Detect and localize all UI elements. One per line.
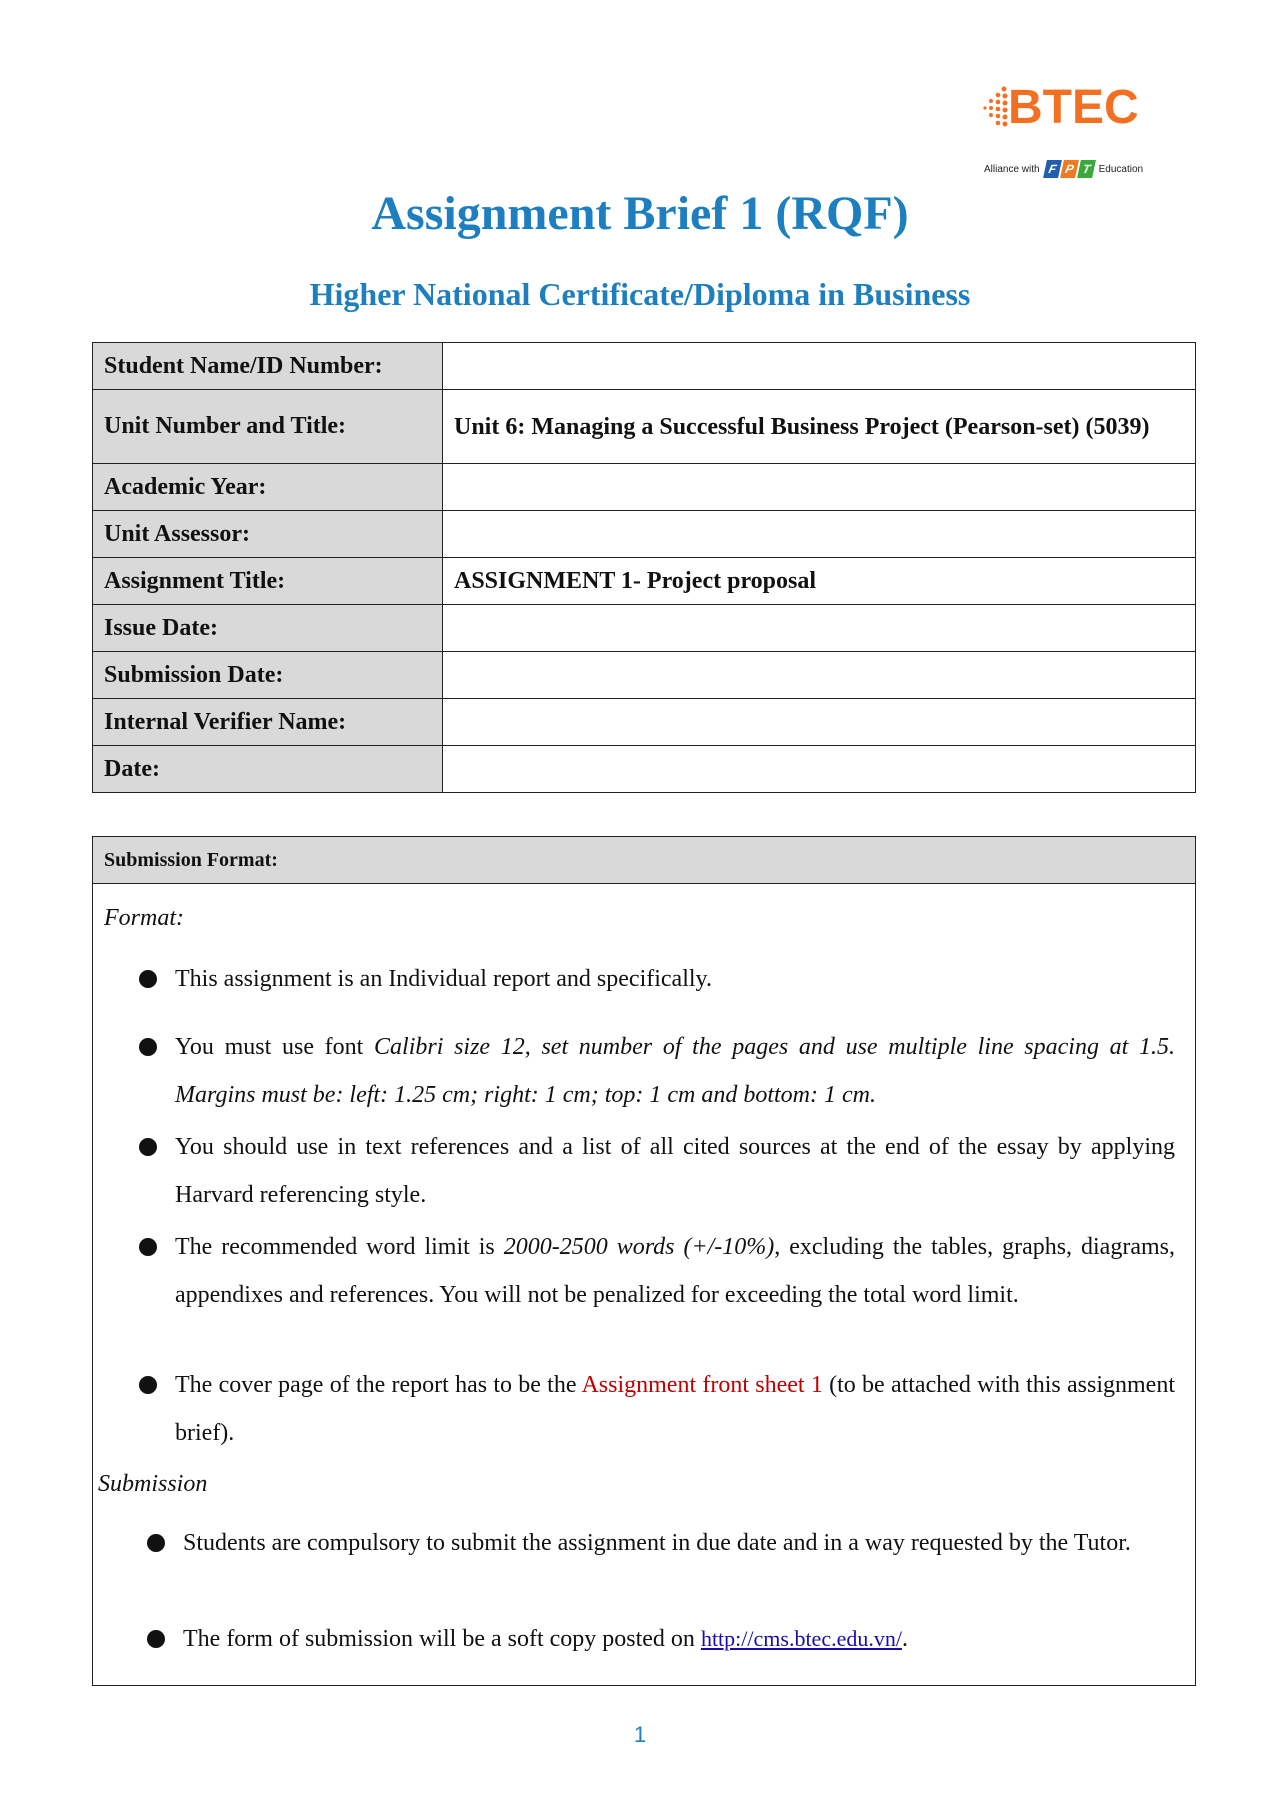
front-sheet-reference: Assignment front sheet 1 [581,1372,823,1398]
dot-pattern-icon [978,86,1012,130]
info-label: Student Name/ID Number: [93,343,443,390]
info-row [93,390,1196,464]
bullet-icon [147,1630,165,1648]
logo-education-text: Education [1098,163,1144,175]
fpt-letter-t: T [1077,160,1096,178]
submission-label: Submission [98,1471,208,1497]
info-value [443,652,1196,699]
logo-alliance-text: Alliance with [984,163,1040,175]
bullet-4-text-end: , excluding the tables, graphs, diagrams, appendixes and references. You will not be penalized for exceeding the total word limit. [175,1234,1175,1308]
format-label: Format: [104,905,184,931]
bullet-4-italic: 2000-2500 words (+/-10%) [503,1234,775,1260]
info-row [93,558,1196,605]
submission-format-box [92,836,1196,1686]
bullet-icon [139,1138,157,1156]
info-value [443,746,1196,793]
fpt-letter-p: P [1060,160,1079,178]
info-row [93,464,1196,511]
document-title: Assignment Brief 1 (RQF) [371,187,909,240]
cms-link[interactable]: http://cms.btec.edu.vn/ [700,1626,902,1651]
submission-bullet-2-text: The form of submission will be a soft copy posted on [183,1626,701,1652]
fpt-logo [1045,160,1094,178]
submission-bullet-2-end: . [901,1626,908,1652]
submission-bullet-1: Students are compulsory to submit the assignment in due date and in a way requested by the Tutor. [183,1530,1131,1556]
btec-logo [978,80,1148,180]
bullet-icon [139,1038,157,1056]
fpt-letter-f: F [1043,160,1062,178]
info-value [443,511,1196,558]
info-row [93,699,1196,746]
info-row [93,652,1196,699]
logo-brand: BTEC [1008,81,1139,134]
bullet-icon [139,1238,157,1256]
submission-format-header: Submission Format: [93,837,1195,884]
logo-alliance-line [984,160,1143,178]
format-bullet-5 [175,1361,1175,1457]
format-bullet-2 [175,1023,1175,1119]
assignment-info-table [92,342,1196,793]
info-label: Unit Number and Title: [93,390,443,464]
document-subtitle: Higher National Certificate/Diploma in Business [309,276,971,312]
info-value: ASSIGNMENT 1- Project proposal [443,558,1196,605]
bullet-2-italic: Calibri size 12, set number of the pages and use multiple line spacing at 1.5. Margins must be: left: 1.25 cm; right: 1 cm; top: 1 cm and bottom: 1 cm. [175,1034,1175,1108]
bullet-5-text: The cover page of the report has to be the [175,1372,582,1398]
info-value [443,464,1196,511]
info-value [443,699,1196,746]
info-label: Issue Date: [93,605,443,652]
bullet-icon [139,1376,157,1394]
info-value [443,605,1196,652]
info-value [443,343,1196,390]
info-label: Unit Assessor: [93,511,443,558]
bullet-icon [147,1534,165,1552]
bullet-icon [139,970,157,988]
bullet-4-text: The recommended word limit is [175,1234,504,1260]
info-label: Internal Verifier Name: [93,699,443,746]
bullet-2-text: You must use font [175,1034,375,1060]
info-label: Date: [93,746,443,793]
info-label: Assignment Title: [93,558,443,605]
info-label: Academic Year: [93,464,443,511]
format-bullet-3: You should use in text references and a list of all cited sources at the end of the essay by applying Harvard referencing style. [175,1134,1175,1208]
info-row [93,605,1196,652]
info-row [93,511,1196,558]
info-row [93,746,1196,793]
info-row [93,343,1196,390]
info-value: Unit 6: Managing a Successful Business Project (Pearson-set) (5039) [443,390,1196,464]
submission-bullet-2 [183,1615,1143,1663]
format-bullet-1: This assignment is an Individual report and specifically. [175,966,712,992]
format-bullet-4 [175,1223,1175,1319]
page-number: 1 [633,1722,647,1747]
bullet-5-text-end: (to be attached with this assignment brief). [175,1372,1176,1446]
info-label: Submission Date: [93,652,443,699]
